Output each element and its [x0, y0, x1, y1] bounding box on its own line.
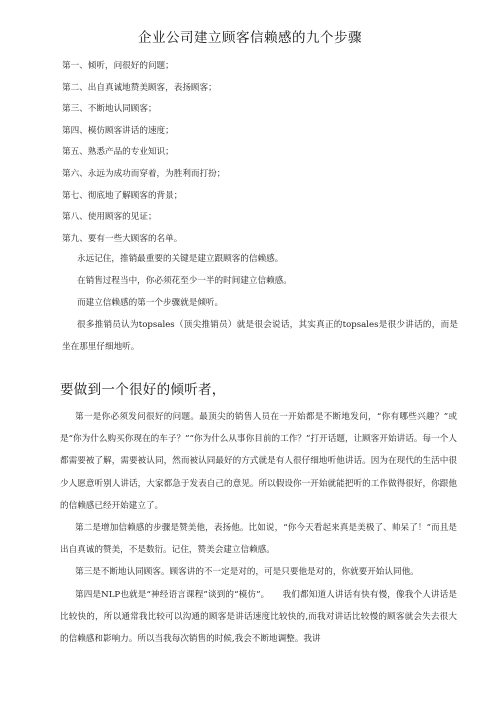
- step-item: 第八、使用顾客的见证；: [62, 212, 157, 223]
- body-paragraph: 第一是你必须发问很好的问题。最顶尖的销售人员在一开始都是不断地发问，“你有哪些兴趣？”或是“你为什么购买你现在的车子？”“你为什么从事你目前的工作？”打开话题，让顾客开始讲话。每一个人都需要被了解，需要被认同，然而被认同最好的方式就是有人很仔细地听他讲话。因为在现代的生活中很少人愿意听别人讲话，大家都急于发表自己的意见。所以假设你一开始就能把听的工作做得很好，你跟他的信赖感已经开始建立了。: [60, 412, 457, 511]
- intro-section: [62, 248, 458, 358]
- section-heading: 要做到一个很好的倾听者，: [60, 382, 226, 398]
- step-item: 第一、倾听，问很好的问题；: [62, 61, 174, 71]
- step-item: 第六、永远为成功而穿着，为胜利而打扮；: [62, 168, 226, 179]
- body-paragraph: 第四是NLP也就是“神经语言课程”谈到的“模仿”。 我们都知道人讲话有快有慢，像我个人讲话是比较快的，所以通常我比较可以沟通的顾客是讲话速度比较快的,而我对讲话比较慢的顾客就会失去很大的信赖感和影响力。所以当我每次销售的时候,我会不断地调整。我讲: [60, 589, 457, 645]
- body-paragraph: 第二是增加信赖感的步骤是赞美他，表扬他。比如说，“你今天看起来真是美极了、帅呆了！”而且是出自真诚的赞美，不是数衍。记住，赞美会建立信赖感。: [60, 523, 457, 556]
- step-item: 第五、熟悉产品的专业知识；: [62, 147, 174, 158]
- intro-paragraph: 永远记住，推销最重要的关键是建立跟顾客的信赖感。: [77, 254, 284, 264]
- steps-list: [62, 56, 462, 250]
- intro-paragraph: 很多推销员认为topsales（顶尖推销员）就是很会说话，其实真正的topsales是很少讲话的，而是坐在那里仔细地听。: [62, 320, 458, 352]
- document-title: 企业公司建立顾客信赖感的九个步骤: [138, 30, 362, 46]
- body-paragraph: 第三是不断地认同顾客。顾客讲的不一定是对的，可是只要他是对的，你就要开始认同他。: [75, 567, 419, 578]
- step-item: 第七、彻底地了解顾客的背景；: [62, 190, 183, 201]
- step-item: 第三、不断地认同顾客；: [62, 104, 157, 115]
- intro-paragraph: 而建立信赖感的第一个步骤就是倾听。: [77, 298, 224, 308]
- intro-paragraph: 在销售过程当中，你必须花至少一半的时间建立信赖感。: [77, 276, 292, 286]
- body-section: [60, 406, 457, 650]
- step-item: 第二、出自真诚地赞美顾客，表扬顾客；: [62, 82, 217, 93]
- step-item: 第四、模仿顾客讲话的速度；: [62, 125, 174, 136]
- step-item: 第九、要有一些大顾客的名单。: [62, 233, 183, 244]
